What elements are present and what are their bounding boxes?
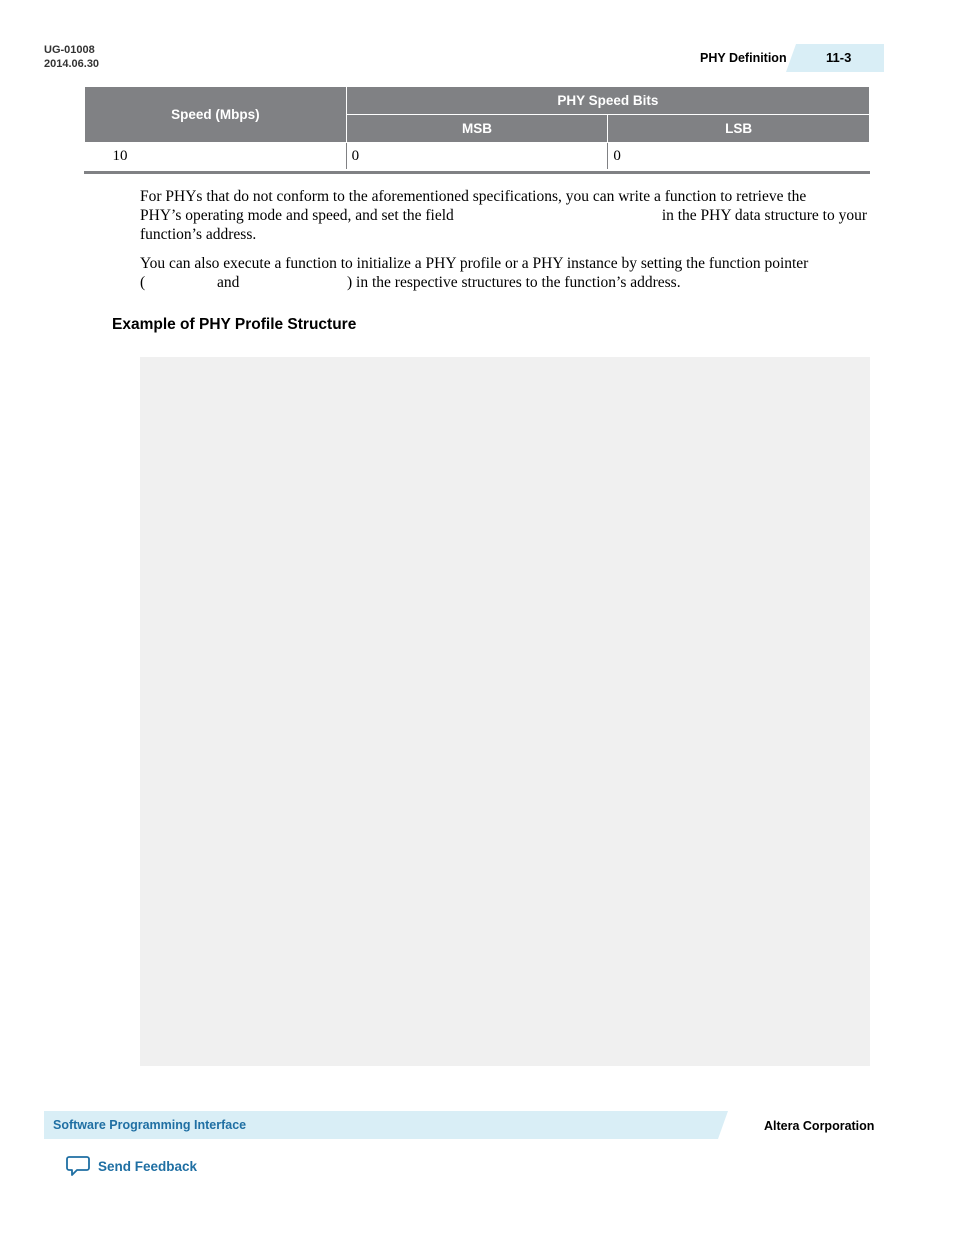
speed-cell: 10 xyxy=(112,147,128,164)
phy-speed-bits-header: PHY Speed Bits xyxy=(346,87,869,115)
paragraph-line: You can also execute a function to initialize a PHY profile or a PHY instance by setting the function pointer xyxy=(140,255,809,272)
example-heading: Example of PHY Profile Structure xyxy=(112,316,357,333)
send-feedback-label: Send Feedback xyxy=(98,1158,198,1174)
paragraph-line xyxy=(140,273,870,292)
section-title: PHY Definition xyxy=(700,51,787,65)
text-run: and xyxy=(217,274,240,291)
text-run: PHY’s operating mode and speed, and set the field xyxy=(140,207,454,224)
speech-bubble-icon xyxy=(66,1155,90,1177)
paragraph-init-function xyxy=(140,254,870,292)
paragraph-line: For PHYs that do not conform to the aforementioned specifications, you can write a function to retrieve the xyxy=(140,188,807,205)
document-number: UG-01008 xyxy=(44,44,95,56)
page-number: 11-3 xyxy=(826,50,852,65)
document-date: 2014.06.30 xyxy=(44,58,100,70)
paragraph-custom-phy xyxy=(140,187,870,244)
table-bottom-rule xyxy=(84,171,870,174)
lsb-cell: 0 xyxy=(608,143,870,170)
document-id xyxy=(44,43,99,71)
phy-speed-table xyxy=(84,86,870,169)
msb-column-header: MSB xyxy=(346,115,608,143)
send-feedback-link[interactable] xyxy=(66,1155,197,1177)
text-run: ( xyxy=(140,274,146,291)
table-row xyxy=(85,143,870,170)
company-name: Altera Corporation xyxy=(764,1119,875,1133)
chapter-link[interactable]: Software Programming Interface xyxy=(53,1118,247,1132)
text-run: ) in the respective structures to the function’s address. xyxy=(347,274,681,291)
paragraph-line: function’s address. xyxy=(140,226,257,243)
speed-column-header: Speed (Mbps) xyxy=(85,87,347,143)
text-run: in the PHY data structure to your xyxy=(661,207,867,224)
paragraph-line xyxy=(140,206,870,225)
msb-cell: 0 xyxy=(346,143,608,170)
code-example-block xyxy=(140,357,870,1066)
lsb-column-header: LSB xyxy=(608,115,870,143)
